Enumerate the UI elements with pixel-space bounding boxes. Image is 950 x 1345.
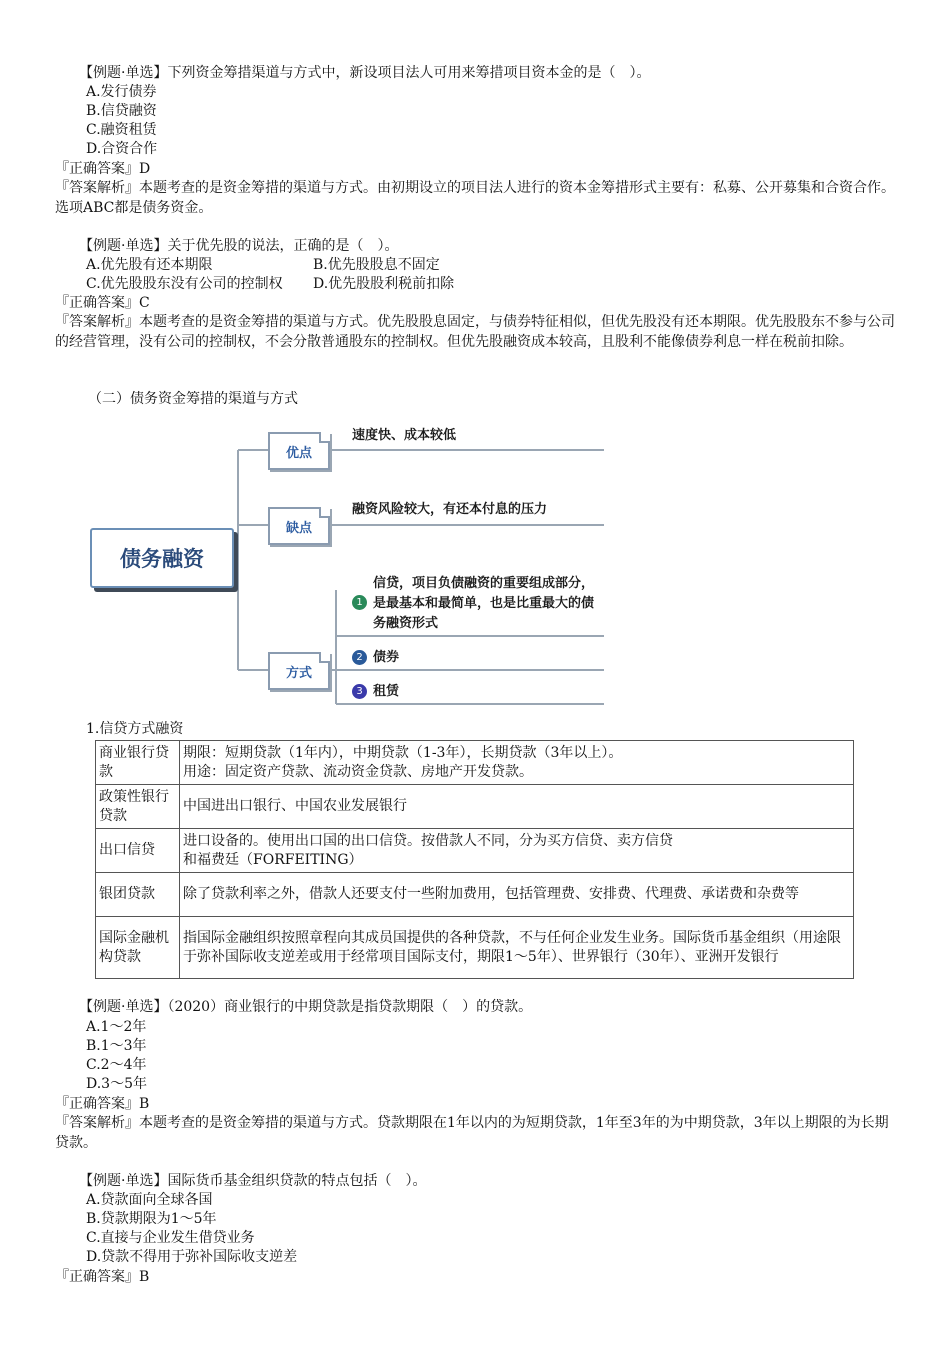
q3-answer: 『正确答案』B bbox=[55, 1096, 150, 1112]
q1-analysis: 『答案解析』本题考查的是资金筹措的渠道与方式。由初期设立的项目法人进行的资本金筹措形式主要有：私募、公开募集和合资合作。选项ABC都是债务资金。 bbox=[55, 180, 895, 216]
q2-option-a: A.优先股有还本期限 bbox=[86, 257, 213, 273]
page-fold-icon bbox=[319, 432, 330, 443]
q4-option-b: B.贷款期限为1～5年 bbox=[86, 1211, 217, 1227]
table-row bbox=[96, 829, 854, 873]
q1-option-a: A.发行债券 bbox=[86, 84, 157, 100]
q1-answer: 『正确答案』D bbox=[55, 161, 151, 177]
mindmap-node-method bbox=[268, 652, 330, 690]
method-3-text: 租赁 bbox=[373, 684, 400, 699]
mindmap-node-disadvantage bbox=[268, 507, 330, 545]
page-fold-icon bbox=[319, 507, 330, 518]
method-2-text: 债券 bbox=[373, 650, 400, 665]
page-fold-icon bbox=[319, 652, 330, 663]
advantage-text: 速度快、成本较低 bbox=[352, 428, 457, 443]
table-value-line: 期限：短期贷款（1年内），中期贷款（1-3年），长期贷款（3年以上）。 bbox=[183, 744, 623, 761]
q2-analysis: 『答案解析』本题考查的是资金筹措的渠道与方式。优先股股息固定，与债券特征相似，但优先股没有还本期限。优先股股东不参与公司的经营管理，没有公司的控制权，不会分散普通股东的控制权。但优先股融资成本较高，且股利不能像债券利息一样在税前扣除。 bbox=[55, 314, 895, 350]
disadvantage-text: 融资风险较大，有还本付息的压力 bbox=[352, 502, 548, 517]
table-value-cell: 进口设备的。使用出口国的出口信贷。按借款人不同，分为买方信贷、卖方信贷和福费廷（FORFEITING） bbox=[180, 829, 854, 873]
q2-option-c: C.优先股股东没有公司的控制权 bbox=[86, 276, 283, 292]
table-value-cell: 指国际金融组织按照章程向其成员国提供的各种贷款，不与任何企业发生业务。国际货币基金组织（用途限于弥补国际收支逆差或用于经常项目国际支付，期限1～5年）、世界银行（30年）、亚洲开发银行 bbox=[180, 917, 854, 979]
disadvantage-label: 缺点 bbox=[285, 520, 312, 536]
number-1-icon: 1 bbox=[352, 595, 367, 610]
table-key-cell: 商业银行贷款 bbox=[96, 741, 180, 785]
table-key-cell: 银团贷款 bbox=[96, 873, 180, 917]
table-key-cell: 政策性银行贷款 bbox=[96, 785, 180, 829]
q3-option-a: A.1～2年 bbox=[86, 1019, 147, 1035]
method-1-text: 信贷，项目负债融资的重要组成部分，是最基本和最简单，也是比重最大的债务融资形式 bbox=[373, 576, 595, 631]
number-2-icon: 2 bbox=[352, 650, 367, 665]
table-row bbox=[96, 741, 854, 785]
table-key-cell: 出口信贷 bbox=[96, 829, 180, 873]
table-value-cell: 除了贷款利率之外，借款人还要支付一些附加费用，包括管理费、安排费、代理费、承诺费和杂费等 bbox=[180, 873, 854, 917]
q4-option-d: D.贷款不得用于弥补国际收支逆差 bbox=[86, 1249, 298, 1265]
q4-option-c: C.直接与企业发生借贷业务 bbox=[86, 1230, 255, 1246]
q3-option-c: C.2～4年 bbox=[86, 1057, 147, 1073]
q1-stem: 【例题·单选】下列资金筹措渠道与方式中，新设项目法人可用来筹措项目资本金的是（ ）。 bbox=[79, 65, 651, 81]
debt-financing-mindmap bbox=[88, 420, 608, 710]
mindmap-root: 债务融资 bbox=[90, 528, 234, 588]
q4-stem: 【例题·单选】国际货币基金组织贷款的特点包括（ ）。 bbox=[79, 1173, 427, 1189]
table-value-cell: 中国进出口银行、中国农业发展银行 bbox=[180, 785, 854, 829]
table-value-line: 用途：固定资产贷款、流动资金贷款、房地产开发贷款。 bbox=[183, 763, 533, 780]
q2-answer: 『正确答案』C bbox=[55, 295, 150, 311]
q2-option-d: D.优先股股利税前扣除 bbox=[313, 276, 455, 292]
q2-stem: 【例题·单选】关于优先股的说法，正确的是（ ）。 bbox=[79, 238, 399, 254]
mindmap-node-advantage bbox=[268, 432, 330, 470]
q1-option-d: D.合资合作 bbox=[86, 141, 158, 157]
loan-types-table bbox=[95, 740, 854, 979]
table-row bbox=[96, 785, 854, 829]
q4-option-a: A.贷款面向全球各国 bbox=[86, 1192, 213, 1208]
q3-analysis: 『答案解析』本题考查的是资金筹措的渠道与方式。贷款期限在1年以内的为短期贷款，1年至3年的为中期贷款，3年以上期限的为长期贷款。 bbox=[55, 1115, 889, 1151]
advantage-label: 优点 bbox=[285, 445, 312, 461]
section-title: （二）债务资金筹措的渠道与方式 bbox=[88, 391, 298, 407]
q1-option-c: C.融资租赁 bbox=[86, 122, 157, 138]
q1-option-b: B.信贷融资 bbox=[86, 103, 157, 119]
subsection-title: 1.信贷方式融资 bbox=[86, 721, 184, 737]
table-key-cell: 国际金融机构贷款 bbox=[96, 917, 180, 979]
method-label: 方式 bbox=[285, 665, 312, 681]
q3-option-d: D.3～5年 bbox=[86, 1076, 147, 1092]
table-row bbox=[96, 917, 854, 979]
q3-option-b: B.1～3年 bbox=[86, 1038, 147, 1054]
q4-answer: 『正确答案』B bbox=[55, 1269, 150, 1285]
number-3-icon: 3 bbox=[352, 684, 367, 699]
q2-option-b: B.优先股股息不固定 bbox=[313, 257, 440, 273]
q3-stem: 【例题·单选】（2020）商业银行的中期贷款是指贷款期限（ ）的贷款。 bbox=[79, 999, 533, 1015]
table-value-cell bbox=[180, 741, 854, 785]
table-row bbox=[96, 873, 854, 917]
